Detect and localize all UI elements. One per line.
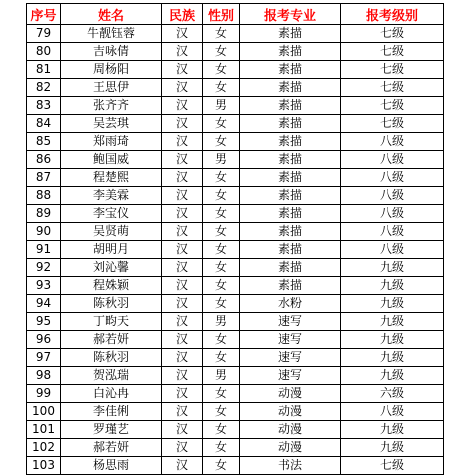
cell-level: 六级 [341,385,444,403]
cell-level: 八级 [341,187,444,205]
table-row [27,25,444,43]
cell-name: 郝若妍 [61,439,162,457]
cell-level: 九级 [341,349,444,367]
cell-ethnicity: 汉 [162,331,203,349]
cell-level: 七级 [341,115,444,133]
table-row [27,367,444,385]
cell-name: 胡明月 [61,241,162,259]
table-row [27,187,444,205]
cell-gender: 女 [203,295,240,313]
cell-no: 88 [27,187,61,205]
cell-no: 89 [27,205,61,223]
cell-ethnicity: 汉 [162,439,203,457]
cell-level: 七级 [341,43,444,61]
table-row [27,349,444,367]
cell-name: 程姝颖 [61,277,162,295]
cell-no: 98 [27,367,61,385]
cell-major: 素描 [240,169,341,187]
cell-gender: 男 [203,313,240,331]
cell-ethnicity: 汉 [162,151,203,169]
cell-major: 速写 [240,331,341,349]
cell-major: 速写 [240,349,341,367]
cell-level: 八级 [341,241,444,259]
cell-major: 素描 [240,61,341,79]
table-row [27,61,444,79]
cell-no: 81 [27,61,61,79]
cell-level: 七级 [341,61,444,79]
cell-no: 85 [27,133,61,151]
cell-ethnicity: 汉 [162,421,203,439]
cell-major: 素描 [240,97,341,115]
cell-no: 94 [27,295,61,313]
cell-gender: 女 [203,439,240,457]
cell-ethnicity: 汉 [162,367,203,385]
cell-level: 九级 [341,439,444,457]
table-row [27,439,444,457]
cell-name: 鲍国威 [61,151,162,169]
cell-major: 素描 [240,115,341,133]
cell-gender: 女 [203,61,240,79]
cell-gender: 女 [203,331,240,349]
header-row [27,4,444,25]
cell-level: 九级 [341,331,444,349]
cell-major: 素描 [240,277,341,295]
cell-gender: 女 [203,79,240,97]
cell-ethnicity: 汉 [162,349,203,367]
table-body [27,25,444,475]
cell-major: 素描 [240,259,341,277]
cell-name: 程楚熙 [61,169,162,187]
cell-gender: 女 [203,349,240,367]
cell-no: 95 [27,313,61,331]
cell-gender: 女 [203,277,240,295]
table-row [27,457,444,475]
table-row [27,151,444,169]
cell-major: 动漫 [240,385,341,403]
cell-major: 动漫 [240,403,341,421]
table-row [27,259,444,277]
cell-name: 李佳俐 [61,403,162,421]
cell-major: 素描 [240,241,341,259]
cell-no: 82 [27,79,61,97]
cell-name: 陈秋羽 [61,349,162,367]
cell-ethnicity: 汉 [162,205,203,223]
cell-ethnicity: 汉 [162,403,203,421]
cell-name: 贺泓瑞 [61,367,162,385]
cell-no: 92 [27,259,61,277]
table-row [27,313,444,331]
cell-major: 素描 [240,151,341,169]
cell-major: 水粉 [240,295,341,313]
table-row [27,97,444,115]
cell-name: 吴芸琪 [61,115,162,133]
cell-gender: 女 [203,43,240,61]
cell-ethnicity: 汉 [162,223,203,241]
header-level: 报考级别 [341,4,444,25]
cell-gender: 男 [203,367,240,385]
cell-gender: 女 [203,403,240,421]
cell-ethnicity: 汉 [162,133,203,151]
cell-name: 郝若妍 [61,331,162,349]
cell-no: 91 [27,241,61,259]
cell-no: 84 [27,115,61,133]
cell-no: 100 [27,403,61,421]
cell-major: 动漫 [240,439,341,457]
table-row [27,133,444,151]
cell-major: 素描 [240,205,341,223]
header-name: 姓名 [61,4,162,25]
cell-name: 张齐齐 [61,97,162,115]
cell-level: 七级 [341,79,444,97]
table-row [27,43,444,61]
cell-ethnicity: 汉 [162,187,203,205]
cell-name: 李宝仪 [61,205,162,223]
table-row [27,241,444,259]
cell-major: 素描 [240,133,341,151]
cell-ethnicity: 汉 [162,259,203,277]
cell-gender: 女 [203,205,240,223]
cell-level: 八级 [341,151,444,169]
cell-no: 96 [27,331,61,349]
cell-gender: 女 [203,25,240,43]
cell-major: 速写 [240,367,341,385]
cell-level: 七级 [341,457,444,475]
table-row [27,295,444,313]
cell-ethnicity: 汉 [162,61,203,79]
cell-name: 王思伊 [61,79,162,97]
cell-gender: 女 [203,241,240,259]
table-row [27,421,444,439]
cell-level: 九级 [341,295,444,313]
cell-level: 九级 [341,277,444,295]
cell-ethnicity: 汉 [162,25,203,43]
cell-no: 103 [27,457,61,475]
cell-name: 周杨阳 [61,61,162,79]
cell-major: 速写 [240,313,341,331]
cell-no: 86 [27,151,61,169]
cell-level: 八级 [341,403,444,421]
table-row [27,277,444,295]
header-ethnicity: 民族 [162,4,203,25]
table-row [27,169,444,187]
cell-ethnicity: 汉 [162,97,203,115]
cell-ethnicity: 汉 [162,169,203,187]
header-major: 报考专业 [240,4,341,25]
cell-no: 101 [27,421,61,439]
cell-level: 八级 [341,133,444,151]
table-row [27,403,444,421]
cell-major: 动漫 [240,421,341,439]
cell-no: 93 [27,277,61,295]
cell-level: 八级 [341,205,444,223]
table-row [27,223,444,241]
cell-name: 刘沁馨 [61,259,162,277]
cell-name: 牛靓钰蓉 [61,25,162,43]
cell-name: 丁畇天 [61,313,162,331]
registration-table [26,3,444,475]
cell-ethnicity: 汉 [162,115,203,133]
cell-major: 书法 [240,457,341,475]
cell-major: 素描 [240,223,341,241]
cell-gender: 女 [203,169,240,187]
cell-name: 陈秋羽 [61,295,162,313]
header-no: 序号 [27,4,61,25]
cell-gender: 女 [203,133,240,151]
cell-level: 九级 [341,313,444,331]
exam-registration-sheet [26,3,444,475]
cell-ethnicity: 汉 [162,241,203,259]
cell-gender: 女 [203,187,240,205]
cell-ethnicity: 汉 [162,313,203,331]
cell-no: 97 [27,349,61,367]
table-row [27,205,444,223]
cell-gender: 女 [203,457,240,475]
cell-name: 李美霖 [61,187,162,205]
cell-no: 87 [27,169,61,187]
table-row [27,115,444,133]
cell-no: 79 [27,25,61,43]
cell-ethnicity: 汉 [162,385,203,403]
cell-gender: 女 [203,223,240,241]
cell-ethnicity: 汉 [162,295,203,313]
cell-level: 七级 [341,97,444,115]
table-row [27,331,444,349]
cell-gender: 女 [203,421,240,439]
cell-name: 吴贤萌 [61,223,162,241]
cell-ethnicity: 汉 [162,457,203,475]
cell-name: 罗瑾艺 [61,421,162,439]
cell-name: 白沁冉 [61,385,162,403]
cell-level: 八级 [341,169,444,187]
cell-level: 八级 [341,223,444,241]
cell-major: 素描 [240,43,341,61]
cell-major: 素描 [240,187,341,205]
cell-major: 素描 [240,25,341,43]
cell-ethnicity: 汉 [162,277,203,295]
table-row [27,79,444,97]
cell-gender: 男 [203,97,240,115]
cell-ethnicity: 汉 [162,43,203,61]
cell-no: 83 [27,97,61,115]
table-row [27,385,444,403]
cell-name: 杨思雨 [61,457,162,475]
cell-no: 99 [27,385,61,403]
cell-level: 七级 [341,25,444,43]
cell-gender: 女 [203,259,240,277]
cell-level: 九级 [341,259,444,277]
cell-no: 102 [27,439,61,457]
cell-name: 吉咏倩 [61,43,162,61]
cell-gender: 女 [203,115,240,133]
cell-no: 80 [27,43,61,61]
cell-name: 郑雨琦 [61,133,162,151]
cell-level: 九级 [341,367,444,385]
cell-level: 九级 [341,421,444,439]
cell-major: 素描 [240,79,341,97]
cell-gender: 女 [203,385,240,403]
cell-no: 90 [27,223,61,241]
header-gender: 性别 [203,4,240,25]
cell-gender: 男 [203,151,240,169]
cell-ethnicity: 汉 [162,79,203,97]
